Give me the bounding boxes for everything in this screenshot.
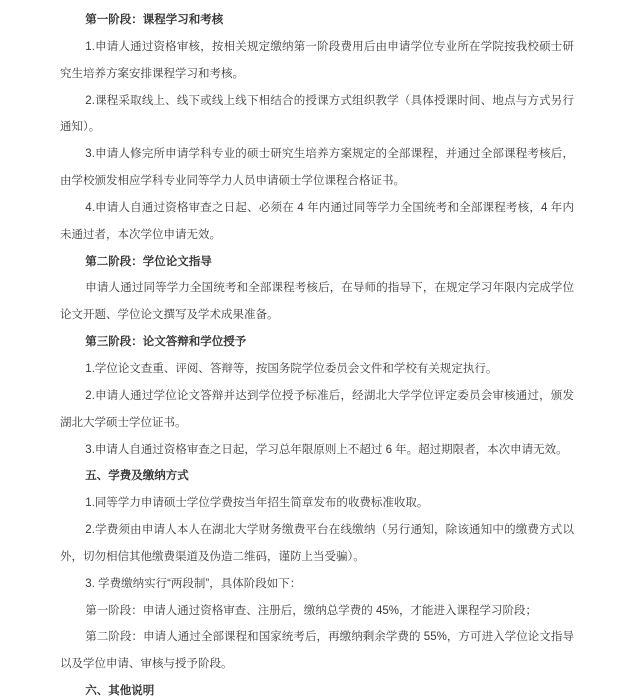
paragraph: 4.申请人自通过资格审查之日起、必须在 4 年内通过同等学力全国统考和全部课程考核，4 年内未通过者，本次学位申请无效。 — [60, 201, 574, 241]
section-heading: 第一阶段：课程学习和考核 — [85, 14, 224, 26]
paragraph: 3.申请人修完所申请学科专业的硕士研究生培养方案规定的全部课程，并通过全部课程考核后，由学校颁发相应学科专业同等学力人员申请硕士学位课程合格证书。 — [60, 148, 574, 188]
paragraph: 第二阶段：申请人通过全部课程和国家统考后，再缴纳剩余学费的 55%，方可进入学位论文指导以及学位申请、审核与授予阶段。 — [60, 631, 574, 671]
section-heading: 第二阶段：学位论文指导 — [85, 255, 212, 268]
paragraph: 2.申请人通过学位论文答辩并达到学位授予标准后，经湖北大学学位评定委员会审核通过，颁发湖北大学硕士学位证书。 — [60, 389, 574, 429]
paragraph: 1.申请人通过资格审核，按相关规定缴纳第一阶段费用后由申请学位专业所在学院按我校硕士研究生培养方案安排课程学习和考核。 — [60, 40, 574, 80]
section-heading: 第三阶段：论文答辩和学位授予 — [85, 336, 247, 349]
paragraph: 第一阶段：申请人通过资格审查、注册后，缴纳总学费的 45%，才能进入课程学习阶段； — [85, 604, 538, 617]
section-heading: 五、学费及缴纳方式 — [85, 470, 189, 483]
paragraph: 3. 学费缴纳实行“两段制”，具体阶段如下： — [85, 577, 302, 590]
paragraph: 2.学费须由申请人本人在湖北大学财务缴费平台在线缴纳（另行通知，除该通知中的缴费方式以外，切勿相信其他缴费渠道及伪造二维码，谨防上当受骗）。 — [60, 524, 574, 563]
paragraph: 2.课程采取线上、线下或线上线下相结合的授课方式组织教学（具体授课时间、地点与方式另行通知）。 — [60, 94, 574, 134]
paragraph: 申请人通过同等学力全国统考和全部课程考核后，在导师的指导下，在规定学习年限内完成学位论文开题、学位论文撰写及学术成果准备。 — [60, 282, 574, 322]
paragraph: 3.申请人自通过资格审查之日起，学习总年限原则上不超过 6 年。超过期限者，本次申请无效。 — [85, 443, 568, 456]
paragraph: 1.同等学力申请硕士学位学费按当年招生简章发布的收费标准收取。 — [85, 497, 429, 510]
paragraph: 1.学位论文查重、评阅、答辩等，按国务院学位委员会文件和学校有关规定执行。 — [85, 362, 498, 375]
section-heading: 六、其他说明 — [85, 685, 155, 698]
